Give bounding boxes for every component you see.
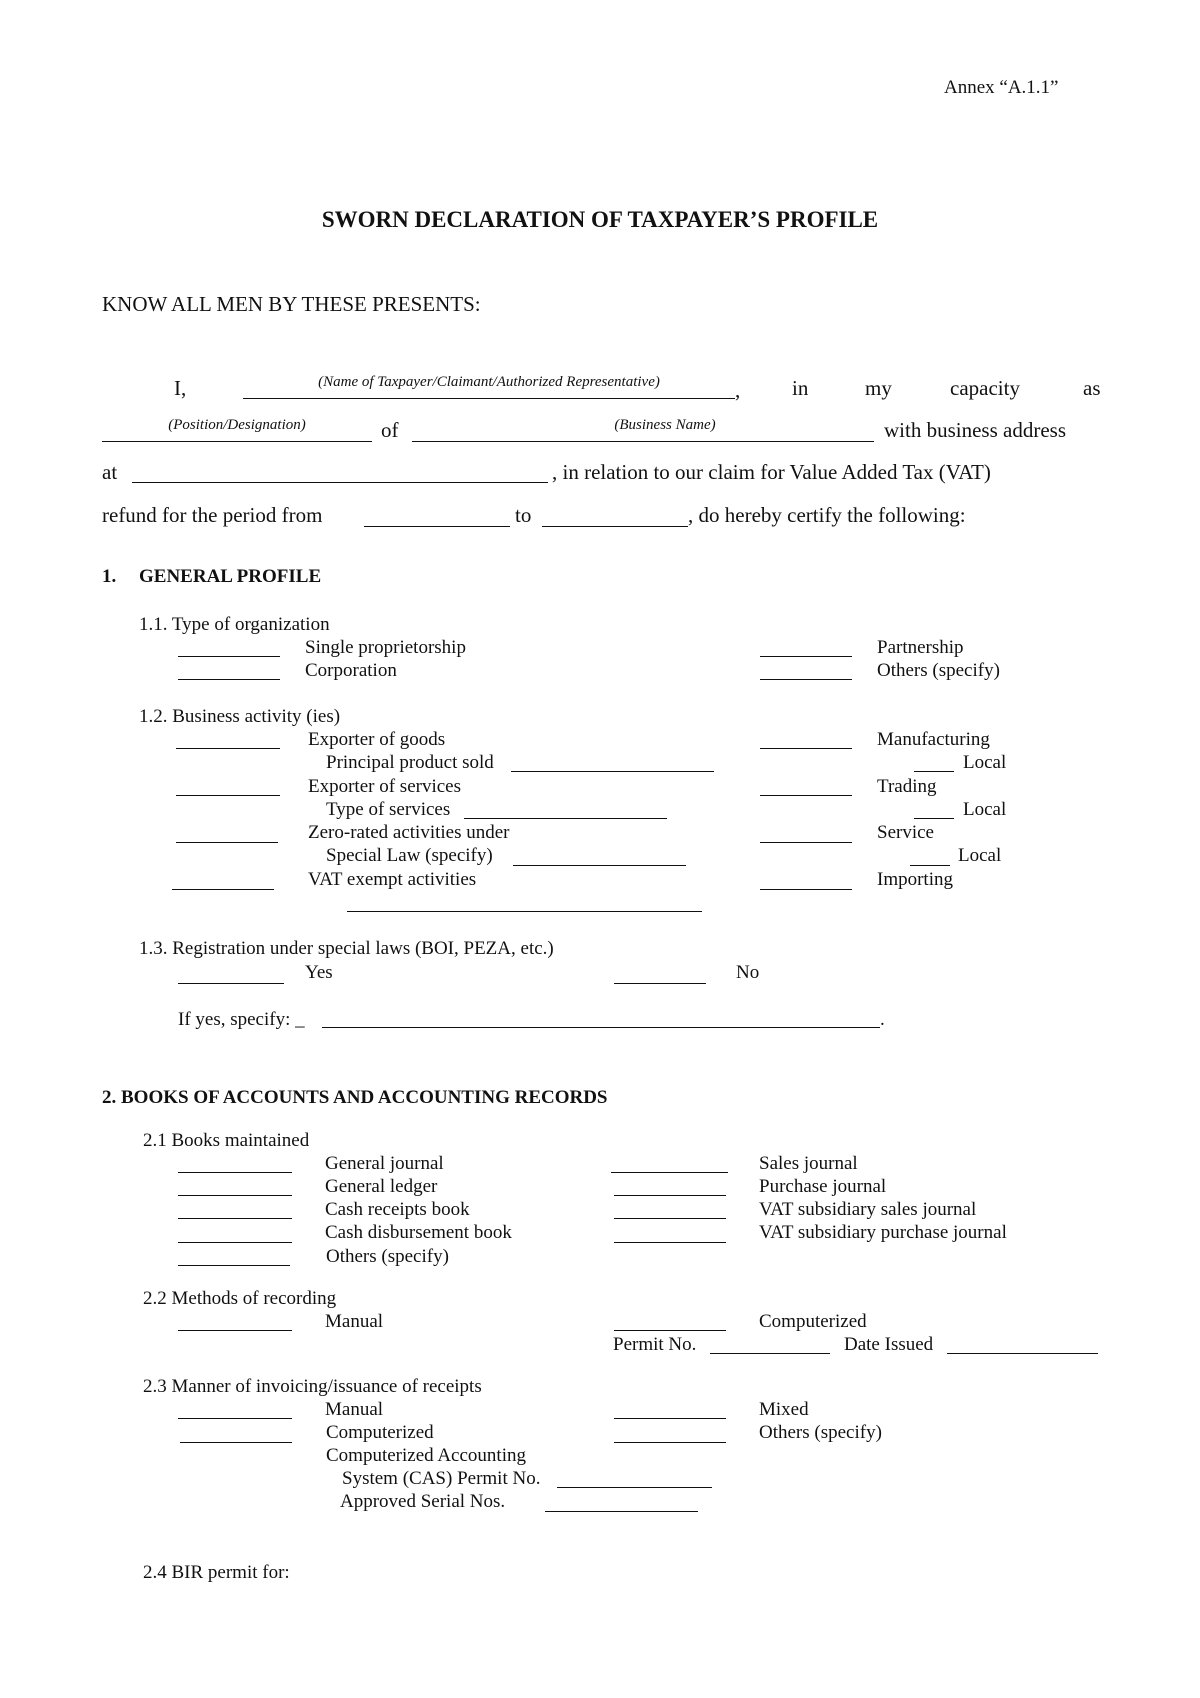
- general-journal-blank[interactable]: [178, 1172, 292, 1173]
- org-others-label: Others (specify): [877, 660, 1000, 681]
- partnership-label: Partnership: [877, 637, 964, 658]
- manufacturing-blank[interactable]: [760, 748, 852, 749]
- position-field[interactable]: [102, 441, 372, 442]
- principal-product-label: Principal product sold: [326, 752, 494, 773]
- single-proprietorship-blank[interactable]: [178, 656, 280, 657]
- declaration-my: my: [865, 376, 892, 400]
- general-ledger-label: General ledger: [325, 1176, 438, 1197]
- method-computerized-label: Computerized: [759, 1311, 867, 1332]
- declaration-as: as: [1083, 376, 1101, 400]
- relation-text: , in relation to our claim for Value Added Tax (VAT): [552, 460, 991, 484]
- zero-rated-label: Zero-rated activities under: [308, 822, 510, 843]
- importing-label: Importing: [877, 869, 953, 890]
- invoicing-computerized-label: Computerized: [326, 1422, 434, 1443]
- invoicing-manual-blank[interactable]: [178, 1418, 292, 1419]
- approved-serial-field[interactable]: [545, 1511, 698, 1512]
- special-law-field[interactable]: [513, 865, 686, 866]
- period-to-field[interactable]: [542, 526, 688, 527]
- declaration-capacity: capacity: [950, 376, 1020, 400]
- exporter-goods-blank[interactable]: [176, 748, 280, 749]
- cash-receipts-label: Cash receipts book: [325, 1199, 470, 1220]
- date-issued-field[interactable]: [947, 1353, 1098, 1354]
- books-others-blank[interactable]: [178, 1265, 290, 1266]
- registration-yes-label: Yes: [305, 962, 333, 983]
- cash-receipts-blank[interactable]: [178, 1218, 292, 1219]
- vat-exempt-blank[interactable]: [172, 889, 274, 890]
- service-local-blank[interactable]: [910, 865, 950, 866]
- vat-exempt-field[interactable]: [347, 911, 702, 912]
- type-services-field[interactable]: [464, 818, 667, 819]
- invoicing-computerized-blank[interactable]: [180, 1442, 292, 1443]
- vat-sales-journal-blank[interactable]: [614, 1218, 726, 1219]
- vat-purchase-journal-blank[interactable]: [614, 1242, 726, 1243]
- methods-recording-label: 2.2 Methods of recording: [143, 1288, 337, 1309]
- cas-label: Computerized Accounting: [326, 1445, 526, 1466]
- org-others-blank[interactable]: [760, 679, 852, 680]
- taxpayer-name-field[interactable]: [243, 398, 735, 399]
- single-proprietorship-label: Single proprietorship: [305, 637, 466, 658]
- refund-from-text: refund for the period from: [102, 503, 323, 527]
- vat-purchase-journal-label: VAT subsidiary purchase journal: [759, 1222, 1007, 1243]
- type-services-label: Type of services: [326, 799, 451, 820]
- trading-local-blank[interactable]: [914, 818, 954, 819]
- registration-label: 1.3. Registration under special laws (BOI, PEZA, etc.): [139, 938, 554, 959]
- method-manual-blank[interactable]: [178, 1330, 292, 1331]
- declaration-in: in: [792, 376, 809, 400]
- business-address-field[interactable]: [132, 482, 548, 483]
- general-ledger-blank[interactable]: [178, 1195, 292, 1196]
- vat-sales-journal-label: VAT subsidiary sales journal: [759, 1199, 977, 1220]
- invoicing-label: 2.3 Manner of invoicing/issuance of receipts: [143, 1376, 482, 1397]
- declaration-of: of: [381, 418, 399, 442]
- if-yes-period: .: [880, 1009, 885, 1030]
- exporter-services-label: Exporter of services: [308, 776, 461, 797]
- registration-yes-blank[interactable]: [178, 983, 284, 984]
- if-yes-specify-label: If yes, specify: _: [178, 1009, 305, 1030]
- date-issued-label: Date Issued: [844, 1334, 934, 1355]
- business-name-placeholder: (Business Name): [614, 417, 716, 433]
- trading-label: Trading: [877, 776, 937, 797]
- manufacturing-label: Manufacturing: [877, 729, 990, 750]
- books-maintained-label: 2.1 Books maintained: [143, 1130, 310, 1151]
- sales-journal-label: Sales journal: [759, 1153, 858, 1174]
- period-from-field[interactable]: [364, 526, 510, 527]
- service-local-label: Local: [958, 845, 1002, 866]
- approved-serial-label: Approved Serial Nos.: [340, 1491, 506, 1512]
- service-blank[interactable]: [760, 842, 852, 843]
- purchase-journal-label: Purchase journal: [759, 1176, 887, 1197]
- position-placeholder: (Position/Designation): [168, 417, 306, 433]
- principal-product-field[interactable]: [511, 771, 714, 772]
- vat-exempt-label: VAT exempt activities: [308, 869, 477, 890]
- registration-no-blank[interactable]: [614, 983, 706, 984]
- business-activity-label: 1.2. Business activity (ies): [139, 706, 341, 727]
- section1-number: 1.: [102, 566, 117, 587]
- trading-blank[interactable]: [760, 795, 852, 796]
- method-computerized-blank[interactable]: [614, 1330, 726, 1331]
- annex-label: Annex “A.1.1”: [944, 77, 1059, 98]
- if-yes-specify-field[interactable]: [322, 1027, 880, 1028]
- registration-no-label: No: [736, 962, 760, 983]
- business-name-field[interactable]: [412, 441, 874, 442]
- invoicing-manual-label: Manual: [325, 1399, 384, 1420]
- exporter-goods-label: Exporter of goods: [308, 729, 446, 750]
- partnership-blank[interactable]: [760, 656, 852, 657]
- sales-journal-blank[interactable]: [611, 1172, 728, 1173]
- invoicing-others-blank[interactable]: [614, 1442, 726, 1443]
- declaration-comma: ,: [735, 378, 741, 402]
- certify-text: , do hereby certify the following:: [688, 503, 966, 527]
- importing-blank[interactable]: [760, 889, 852, 890]
- org-type-label: 1.1. Type of organization: [139, 614, 330, 635]
- books-others-label: Others (specify): [326, 1246, 449, 1267]
- intro-text: KNOW ALL MEN BY THESE PRESENTS:: [102, 292, 481, 316]
- declaration-at: at: [102, 460, 118, 484]
- permit-no-field[interactable]: [710, 1353, 830, 1354]
- taxpayer-name-placeholder: (Name of Taxpayer/Claimant/Authorized Representative): [318, 374, 660, 390]
- zero-rated-blank[interactable]: [176, 842, 278, 843]
- general-journal-label: General journal: [325, 1153, 444, 1174]
- declaration-i: I,: [174, 376, 187, 400]
- exporter-services-blank[interactable]: [176, 795, 280, 796]
- corporation-label: Corporation: [305, 660, 397, 681]
- method-manual-label: Manual: [325, 1311, 384, 1332]
- cas-permit-label: System (CAS) Permit No.: [342, 1468, 541, 1489]
- with-business-address-text: with business address: [884, 418, 1066, 442]
- section2-heading: 2. BOOKS OF ACCOUNTS AND ACCOUNTING RECORDS: [102, 1087, 608, 1108]
- corporation-blank[interactable]: [178, 679, 280, 680]
- special-law-label: Special Law (specify): [326, 845, 493, 866]
- cash-disbursement-blank[interactable]: [178, 1242, 292, 1243]
- permit-no-label: Permit No.: [613, 1334, 697, 1355]
- cash-disbursement-label: Cash disbursement book: [325, 1222, 512, 1243]
- service-label: Service: [877, 822, 934, 843]
- purchase-journal-blank[interactable]: [614, 1195, 726, 1196]
- manufacturing-local-label: Local: [963, 752, 1007, 773]
- cas-permit-field[interactable]: [557, 1487, 712, 1488]
- invoicing-mixed-blank[interactable]: [614, 1418, 726, 1419]
- invoicing-others-label: Others (specify): [759, 1422, 882, 1443]
- trading-local-label: Local: [963, 799, 1007, 820]
- section1-heading: GENERAL PROFILE: [139, 566, 322, 587]
- declaration-to: to: [515, 503, 532, 527]
- invoicing-mixed-label: Mixed: [759, 1399, 809, 1420]
- document-title: SWORN DECLARATION OF TAXPAYER’S PROFILE: [321, 207, 879, 232]
- bir-permit-label: 2.4 BIR permit for:: [143, 1562, 290, 1583]
- manufacturing-local-blank[interactable]: [914, 771, 954, 772]
